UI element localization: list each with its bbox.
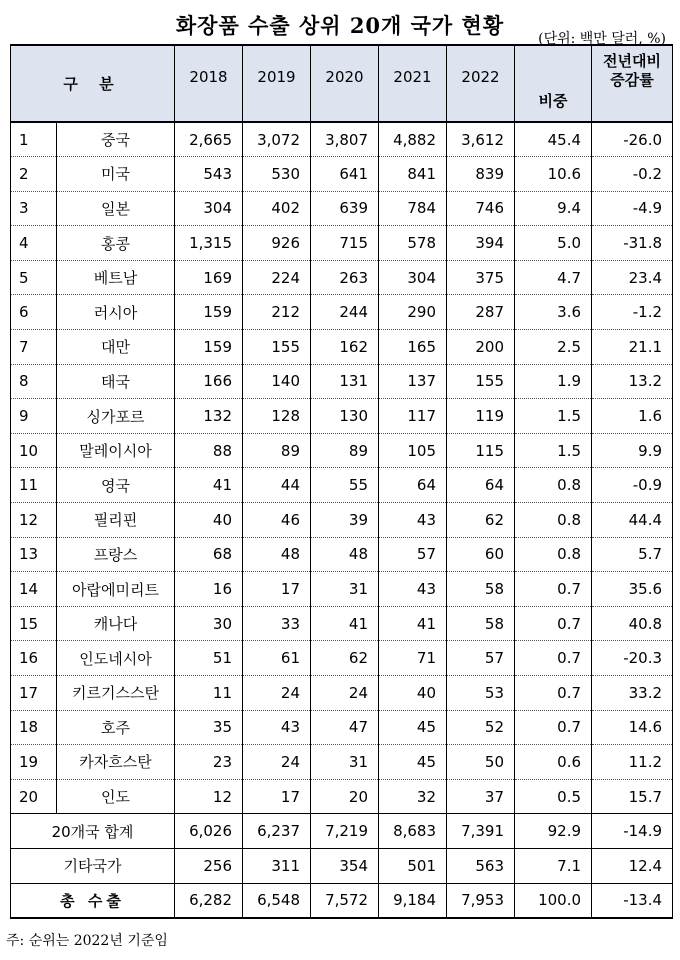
table-body [11,122,673,918]
table-row [11,260,673,295]
v2019-cell: 530 [243,157,311,192]
change-cell: 33.2 [592,676,673,711]
change-cell: 5.7 [592,537,673,572]
v2020-cell: 130 [311,399,379,434]
country-cell: 필리핀 [57,503,175,538]
table-row [11,399,673,434]
share-cell: 100.0 [515,883,592,918]
v2021-cell: 57 [379,537,447,572]
v2021-cell: 290 [379,295,447,330]
v2020-cell: 47 [311,710,379,745]
v2020-cell: 641 [311,157,379,192]
v2020-cell: 41 [311,606,379,641]
v2020-cell: 639 [311,191,379,226]
share-cell: 0.8 [515,468,592,503]
rank-cell: 12 [11,503,57,538]
v2018-cell: 1,315 [175,226,243,261]
country-cell: 대만 [57,330,175,365]
rank-cell: 1 [11,122,57,157]
change-cell: 14.6 [592,710,673,745]
v2021-cell: 784 [379,191,447,226]
v2020-cell: 7,219 [311,814,379,849]
v2022-cell: 563 [447,848,515,883]
v2020-cell: 55 [311,468,379,503]
country-cell: 베트남 [57,260,175,295]
share-cell: 5.0 [515,226,592,261]
country-cell: 호주 [57,710,175,745]
header-change-line2: 증감률 [610,71,654,89]
v2022-cell: 7,953 [447,883,515,918]
country-cell: 인도네시아 [57,641,175,676]
share-cell: 1.5 [515,399,592,434]
v2021-cell: 8,683 [379,814,447,849]
v2022-cell: 53 [447,676,515,711]
share-cell: 0.7 [515,710,592,745]
change-cell: -4.9 [592,191,673,226]
country-cell: 홍콩 [57,226,175,261]
rank-cell: 7 [11,330,57,365]
change-cell: -31.8 [592,226,673,261]
table-row [11,330,673,365]
total-label: 총 수출 [11,883,175,918]
summary-label: 20개국 합계 [11,814,175,849]
v2021-cell: 71 [379,641,447,676]
v2018-cell: 169 [175,260,243,295]
rank-cell: 5 [11,260,57,295]
table-header-row [11,45,673,122]
header-year-2019: 2019 [243,45,311,122]
change-cell: -13.4 [592,883,673,918]
v2021-cell: 117 [379,399,447,434]
header-share: 비중 [515,45,592,122]
v2019-cell: 24 [243,745,311,780]
table-row [11,710,673,745]
export-table [10,44,673,919]
summary-label: 기타국가 [11,848,175,883]
unit-label: (단위: 백만 달러, %) [538,31,666,47]
v2022-cell: 62 [447,503,515,538]
share-cell: 0.8 [515,503,592,538]
summary-row [11,814,673,849]
v2019-cell: 89 [243,433,311,468]
rank-cell: 9 [11,399,57,434]
rank-cell: 19 [11,745,57,780]
table-row [11,779,673,814]
share-cell: 0.7 [515,676,592,711]
v2018-cell: 159 [175,330,243,365]
v2022-cell: 746 [447,191,515,226]
change-cell: 40.8 [592,606,673,641]
rank-cell: 15 [11,606,57,641]
v2019-cell: 17 [243,572,311,607]
v2018-cell: 11 [175,676,243,711]
v2019-cell: 33 [243,606,311,641]
v2020-cell: 7,572 [311,883,379,918]
v2021-cell: 40 [379,676,447,711]
rank-cell: 6 [11,295,57,330]
v2020-cell: 20 [311,779,379,814]
rank-cell: 2 [11,157,57,192]
rank-cell: 3 [11,191,57,226]
v2019-cell: 6,548 [243,883,311,918]
v2022-cell: 119 [447,399,515,434]
v2019-cell: 224 [243,260,311,295]
v2019-cell: 6,237 [243,814,311,849]
change-cell: -1.2 [592,295,673,330]
v2022-cell: 57 [447,641,515,676]
table-row [11,122,673,157]
v2019-cell: 402 [243,191,311,226]
v2021-cell: 32 [379,779,447,814]
v2021-cell: 43 [379,572,447,607]
v2022-cell: 115 [447,433,515,468]
rank-cell: 20 [11,779,57,814]
share-cell: 0.5 [515,779,592,814]
v2018-cell: 159 [175,295,243,330]
v2021-cell: 4,882 [379,122,447,157]
header-year-2021: 2021 [379,45,447,122]
v2021-cell: 9,184 [379,883,447,918]
v2020-cell: 354 [311,848,379,883]
rank-cell: 17 [11,676,57,711]
v2021-cell: 501 [379,848,447,883]
table-row [11,572,673,607]
v2022-cell: 375 [447,260,515,295]
v2018-cell: 543 [175,157,243,192]
v2020-cell: 62 [311,641,379,676]
v2019-cell: 48 [243,537,311,572]
v2018-cell: 12 [175,779,243,814]
change-cell: -0.9 [592,468,673,503]
v2018-cell: 2,665 [175,122,243,157]
share-cell: 2.5 [515,330,592,365]
v2020-cell: 24 [311,676,379,711]
v2020-cell: 131 [311,364,379,399]
country-cell: 카자흐스탄 [57,745,175,780]
v2020-cell: 244 [311,295,379,330]
v2019-cell: 212 [243,295,311,330]
table-row [11,226,673,261]
v2022-cell: 58 [447,606,515,641]
country-cell: 태국 [57,364,175,399]
v2022-cell: 52 [447,710,515,745]
v2018-cell: 51 [175,641,243,676]
country-cell: 미국 [57,157,175,192]
header-gubun: 구 분 [11,45,175,122]
v2019-cell: 128 [243,399,311,434]
share-cell: 10.6 [515,157,592,192]
v2020-cell: 162 [311,330,379,365]
change-cell: 13.2 [592,364,673,399]
v2018-cell: 6,282 [175,883,243,918]
v2019-cell: 43 [243,710,311,745]
v2019-cell: 311 [243,848,311,883]
v2021-cell: 64 [379,468,447,503]
v2020-cell: 89 [311,433,379,468]
summary-row [11,848,673,883]
share-cell: 7.1 [515,848,592,883]
share-cell: 0.7 [515,572,592,607]
table-row [11,641,673,676]
v2021-cell: 45 [379,710,447,745]
share-cell: 0.8 [515,537,592,572]
v2021-cell: 304 [379,260,447,295]
v2022-cell: 50 [447,745,515,780]
v2022-cell: 60 [447,537,515,572]
change-cell: 44.4 [592,503,673,538]
country-cell: 말레이시아 [57,433,175,468]
v2022-cell: 839 [447,157,515,192]
v2022-cell: 64 [447,468,515,503]
rank-cell: 11 [11,468,57,503]
v2020-cell: 39 [311,503,379,538]
total-row [11,883,673,918]
v2020-cell: 715 [311,226,379,261]
change-cell: -0.2 [592,157,673,192]
v2018-cell: 35 [175,710,243,745]
change-cell: 9.9 [592,433,673,468]
table-row [11,537,673,572]
v2019-cell: 24 [243,676,311,711]
header-change-line1: 전년대비 [603,52,661,70]
rank-cell: 13 [11,537,57,572]
country-cell: 싱가포르 [57,399,175,434]
v2018-cell: 41 [175,468,243,503]
v2018-cell: 88 [175,433,243,468]
header-year-2018: 2018 [175,45,243,122]
share-cell: 0.7 [515,606,592,641]
v2022-cell: 394 [447,226,515,261]
v2022-cell: 200 [447,330,515,365]
rank-cell: 16 [11,641,57,676]
rank-cell: 8 [11,364,57,399]
v2018-cell: 30 [175,606,243,641]
country-cell: 아랍에미리트 [57,572,175,607]
v2022-cell: 7,391 [447,814,515,849]
table-row [11,606,673,641]
v2018-cell: 166 [175,364,243,399]
footnote: 주: 순위는 2022년 기준임 [6,933,168,949]
table-row [11,745,673,780]
table-row [11,468,673,503]
change-cell: -14.9 [592,814,673,849]
share-cell: 9.4 [515,191,592,226]
v2019-cell: 926 [243,226,311,261]
share-cell: 0.7 [515,641,592,676]
v2021-cell: 43 [379,503,447,538]
share-cell: 4.7 [515,260,592,295]
v2019-cell: 17 [243,779,311,814]
country-cell: 캐나다 [57,606,175,641]
table-row [11,295,673,330]
table-row [11,157,673,192]
share-cell: 3.6 [515,295,592,330]
v2018-cell: 40 [175,503,243,538]
v2021-cell: 165 [379,330,447,365]
share-cell: 0.6 [515,745,592,780]
rank-cell: 10 [11,433,57,468]
change-cell: 23.4 [592,260,673,295]
v2020-cell: 48 [311,537,379,572]
share-cell: 1.9 [515,364,592,399]
change-cell: 35.6 [592,572,673,607]
v2019-cell: 155 [243,330,311,365]
v2021-cell: 41 [379,606,447,641]
share-cell: 1.5 [515,433,592,468]
v2022-cell: 155 [447,364,515,399]
table-row [11,503,673,538]
v2020-cell: 31 [311,572,379,607]
change-cell: 21.1 [592,330,673,365]
change-cell: -20.3 [592,641,673,676]
v2021-cell: 841 [379,157,447,192]
v2021-cell: 45 [379,745,447,780]
change-cell: 1.6 [592,399,673,434]
v2021-cell: 105 [379,433,447,468]
country-cell: 프랑스 [57,537,175,572]
header-change [592,45,673,122]
country-cell: 인도 [57,779,175,814]
change-cell: -26.0 [592,122,673,157]
rank-cell: 14 [11,572,57,607]
v2022-cell: 37 [447,779,515,814]
v2018-cell: 132 [175,399,243,434]
v2020-cell: 263 [311,260,379,295]
change-cell: 12.4 [592,848,673,883]
country-cell: 키르기스스탄 [57,676,175,711]
table-row [11,191,673,226]
v2020-cell: 3,807 [311,122,379,157]
rank-cell: 18 [11,710,57,745]
v2020-cell: 31 [311,745,379,780]
v2018-cell: 256 [175,848,243,883]
v2019-cell: 3,072 [243,122,311,157]
v2018-cell: 23 [175,745,243,780]
change-cell: 15.7 [592,779,673,814]
v2019-cell: 44 [243,468,311,503]
v2021-cell: 578 [379,226,447,261]
v2018-cell: 68 [175,537,243,572]
v2018-cell: 6,026 [175,814,243,849]
v2019-cell: 61 [243,641,311,676]
share-cell: 92.9 [515,814,592,849]
v2019-cell: 46 [243,503,311,538]
v2022-cell: 3,612 [447,122,515,157]
v2018-cell: 304 [175,191,243,226]
share-cell: 45.4 [515,122,592,157]
table-row [11,364,673,399]
header-year-2020: 2020 [311,45,379,122]
table-row [11,676,673,711]
header-year-2022: 2022 [447,45,515,122]
country-cell: 영국 [57,468,175,503]
country-cell: 일본 [57,191,175,226]
country-cell: 러시아 [57,295,175,330]
change-cell: 11.2 [592,745,673,780]
table-row [11,433,673,468]
v2022-cell: 58 [447,572,515,607]
country-cell: 중국 [57,122,175,157]
rank-cell: 4 [11,226,57,261]
page-title: 화장품 수출 상위 20개 국가 현황 [175,13,505,38]
v2019-cell: 140 [243,364,311,399]
v2021-cell: 137 [379,364,447,399]
v2018-cell: 16 [175,572,243,607]
v2022-cell: 287 [447,295,515,330]
